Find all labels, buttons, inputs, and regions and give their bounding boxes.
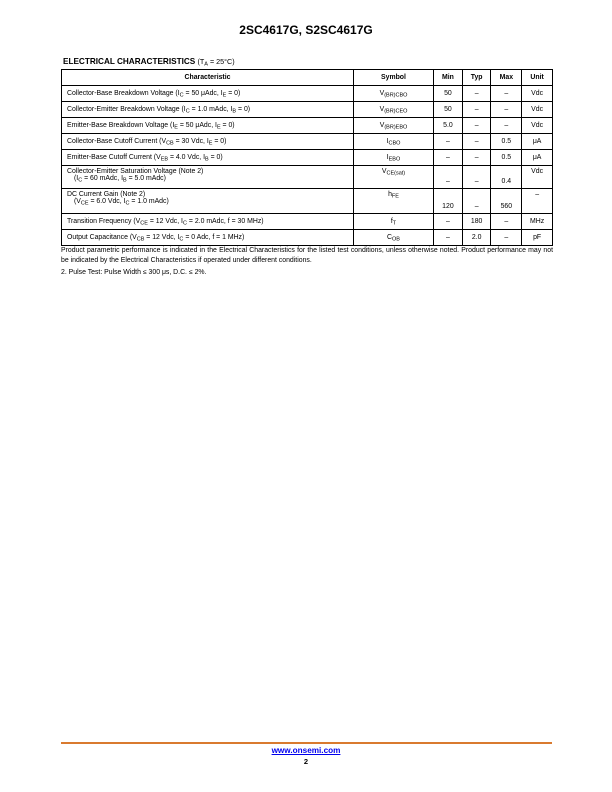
website-link[interactable]: www.onsemi.com (271, 746, 341, 755)
notes (61, 246, 553, 278)
subscript: C (182, 220, 187, 227)
table-row (62, 118, 553, 134)
characteristic-line (67, 218, 348, 225)
unit-cell: – (522, 189, 553, 214)
unit-cell: μA (522, 150, 553, 166)
subscript: CE (140, 220, 148, 227)
unit-cell: Vdc (522, 118, 553, 134)
characteristic-cell (62, 134, 354, 150)
characteristic-cell (62, 102, 354, 118)
characteristic-cell (62, 86, 354, 102)
text-segment: Output Capacitance (V (67, 234, 137, 241)
col-max: Max (491, 70, 522, 86)
typ-cell: – (462, 189, 491, 214)
min-cell: – (434, 134, 463, 150)
text-segment: = 60 mAdc, I (82, 175, 123, 182)
typ-cell: – (462, 166, 491, 189)
subscript: E (208, 140, 213, 147)
col-characteristic: Characteristic (62, 70, 354, 86)
test-condition-line (67, 198, 348, 205)
typ-cell: 180 (462, 214, 491, 230)
symbol-cell (354, 189, 434, 214)
characteristic-cell (62, 150, 354, 166)
col-min: Min (434, 70, 463, 86)
min-cell: – (434, 166, 463, 189)
characteristic-line (67, 168, 348, 175)
characteristic-cell (62, 189, 354, 214)
text-segment: Collector-Base Breakdown Voltage (I (67, 90, 180, 97)
text-segment: = 0) (220, 122, 235, 129)
text-segment: I (386, 154, 389, 161)
document-title: 2SC4617G, S2SC4617G (239, 23, 373, 37)
table-row (62, 86, 553, 102)
cond-text: (T (197, 57, 205, 66)
text-segment: C (387, 234, 393, 241)
col-typ: Typ (462, 70, 491, 86)
symbol-cell (354, 118, 434, 134)
text-segment: = 12 Vdc, I (144, 234, 180, 241)
subscript: C (179, 92, 184, 99)
text-segment: = 4.0 Vdc, I (168, 154, 206, 161)
max-cell: – (491, 214, 522, 230)
min-cell: 120 (434, 189, 463, 214)
symbol-cell (354, 230, 434, 246)
text-segment: = 0) (208, 154, 223, 161)
subscript: EBO (388, 156, 401, 163)
characteristic-cell (62, 118, 354, 134)
table-row (62, 189, 553, 214)
subscript: (BR)CBO (384, 92, 408, 99)
subscript: CB (166, 140, 174, 147)
subscript: (BR)CEO (384, 108, 408, 115)
characteristic-cell (62, 214, 354, 230)
characteristic-cell (62, 230, 354, 246)
text-segment: h (388, 191, 392, 198)
characteristic-line (67, 138, 348, 145)
subscript: C (179, 236, 184, 243)
min-cell: 5.0 (434, 118, 463, 134)
min-cell: – (434, 150, 463, 166)
subscript: (BR)EBO (384, 124, 408, 131)
unit-cell: Vdc (522, 86, 553, 102)
cond-text: = 25°C) (207, 57, 235, 66)
max-cell: 0.4 (491, 166, 522, 189)
disclaimer-text: Product parametric performance is indicated in the Electrical Characteristics for the listed test conditions, unless otherwise noted. Product performance may not be indicated by the Electrical Characteristics if operated under different conditions. (61, 247, 553, 264)
symbol-cell (354, 214, 434, 230)
subscript: T (392, 220, 397, 227)
characteristic-line (67, 122, 348, 129)
subscript: B (232, 108, 237, 115)
typ-cell: – (462, 102, 491, 118)
subscript: OB (392, 236, 400, 243)
max-cell: – (491, 102, 522, 118)
symbol-cell (354, 86, 434, 102)
subscript: C (78, 177, 83, 184)
unit-cell: MHz (522, 214, 553, 230)
subscript: CE (80, 200, 89, 207)
table-row (62, 230, 553, 246)
characteristic-line (67, 106, 348, 113)
text-segment: = 5.0 mAdc) (126, 175, 166, 182)
symbol-cell (354, 134, 434, 150)
text-segment: Emitter-Base Breakdown Voltage (I (67, 122, 175, 129)
typ-cell: – (462, 150, 491, 166)
max-cell: – (491, 118, 522, 134)
max-cell: 560 (491, 189, 522, 214)
table-row (62, 150, 553, 166)
subscript: B (205, 156, 209, 163)
characteristic-line (67, 191, 348, 198)
text-segment: = 1.0 mAdc, I (189, 106, 233, 113)
page-number: 2 (303, 757, 309, 766)
subscript: CE(sat) (386, 170, 406, 177)
min-cell: – (434, 214, 463, 230)
table-row (62, 134, 553, 150)
text-segment: = 30 Vdc, I (173, 138, 209, 145)
text-segment: I (386, 138, 389, 145)
text-segment: = 0) (212, 138, 227, 145)
unit-cell: Vdc (522, 166, 553, 189)
text-segment: V (379, 122, 385, 129)
text-segment: = 1.0 mAdc) (129, 198, 169, 205)
col-unit: Unit (522, 70, 553, 86)
electrical-characteristics-table (61, 69, 553, 246)
max-cell: – (491, 86, 522, 102)
section-condition (198, 57, 235, 66)
subscript: FE (391, 193, 399, 200)
text-segment: Collector-Base Cutoff Current (V (67, 138, 167, 145)
table-row (62, 102, 553, 118)
section-title-text: ELECTRICAL CHARACTERISTICS (63, 57, 196, 66)
min-cell: 50 (434, 102, 463, 118)
test-condition-line (67, 175, 348, 182)
text-segment: = 2.0 mAdc, f = 30 MHz) (186, 218, 264, 225)
characteristic-line (67, 154, 348, 161)
text-segment: V (379, 106, 385, 113)
table-row (62, 166, 553, 189)
unit-cell: pF (522, 230, 553, 246)
text-segment: (I (74, 175, 79, 182)
text-segment: V (379, 90, 385, 97)
symbol-cell (354, 102, 434, 118)
text-segment: f (390, 218, 393, 225)
symbol-cell (354, 166, 434, 189)
subscript: E (174, 124, 178, 131)
typ-cell: – (462, 118, 491, 134)
text-segment: V (381, 168, 387, 175)
text-segment: = 0) (236, 106, 251, 113)
subscript: CB (136, 236, 145, 243)
subscript: E (216, 124, 221, 131)
text-segment: (V (74, 198, 81, 205)
subscript: E (222, 92, 227, 99)
min-cell: 50 (434, 86, 463, 102)
text-segment: Collector-Emitter Saturation Voltage (Note 2) (67, 168, 204, 175)
min-cell: – (434, 230, 463, 246)
subscript: C (125, 200, 130, 207)
table-row (62, 214, 553, 230)
text-segment: Collector-Emitter Breakdown Voltage (I (67, 106, 186, 113)
max-cell: 0.5 (491, 134, 522, 150)
text-segment: = 0) (226, 90, 241, 97)
table-header-row (62, 70, 553, 86)
text-segment: = 6.0 Vdc, I (88, 198, 126, 205)
max-cell: – (491, 230, 522, 246)
typ-cell: – (462, 86, 491, 102)
subscript: EB (160, 156, 169, 163)
text-segment: Emitter-Base Cutoff Current (V (67, 154, 161, 161)
text-segment: = 12 Vdc, I (147, 218, 183, 225)
cond-sub: A (204, 61, 208, 68)
characteristic-line (67, 90, 348, 97)
text-segment: Transition Frequency (V (67, 218, 141, 225)
text-segment: = 50 μAdc, I (177, 122, 217, 129)
characteristic-line (67, 234, 348, 241)
unit-cell: μA (522, 134, 553, 150)
text-segment: = 0 Adc, f = 1 MHz) (183, 234, 245, 241)
max-cell: 0.5 (491, 150, 522, 166)
subscript: C (185, 108, 190, 115)
subscript: B (123, 177, 127, 184)
section-title (63, 57, 235, 66)
symbol-cell (354, 150, 434, 166)
text-segment: DC Current Gain (Note 2) (67, 191, 146, 198)
typ-cell: 2.0 (462, 230, 491, 246)
subscript: CBO (388, 140, 401, 147)
note-2: 2. Pulse Test: Pulse Width ≤ 300 μs, D.C. ≤ 2%. (61, 269, 207, 276)
footer-rule (61, 742, 552, 744)
col-symbol: Symbol (354, 70, 434, 86)
text-segment: = 50 μAdc, I (183, 90, 223, 97)
characteristic-cell (62, 166, 354, 189)
typ-cell: – (462, 134, 491, 150)
unit-cell: Vdc (522, 102, 553, 118)
